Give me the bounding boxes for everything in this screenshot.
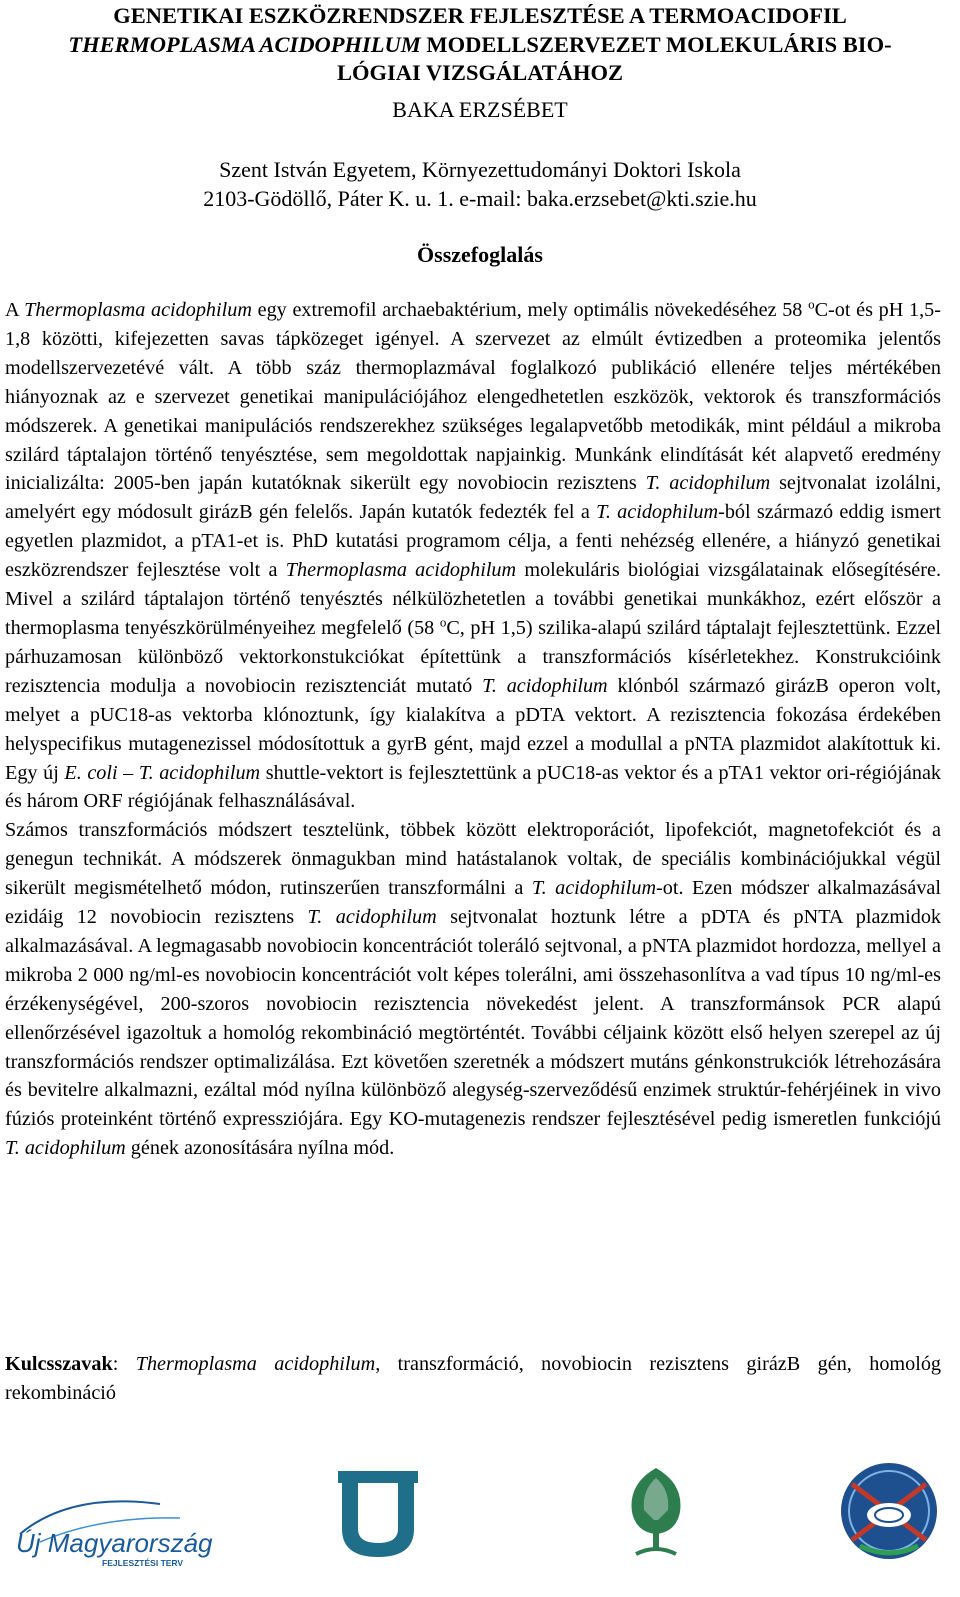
paper-title [30, 2, 930, 88]
abstract-body [5, 296, 941, 1163]
title-line-3: LÓGIAI VIZSGÁLATÁHOZ [336, 60, 624, 85]
italic-term: Thermoplasma acidophilum [285, 559, 517, 582]
title-species-italic: THERMOPLASMA ACIDOPHILUM [68, 31, 421, 57]
italic-term: E. coli – T. acidophilum [64, 761, 261, 784]
italic-term: T. acidophilum [5, 1137, 126, 1160]
affiliation [30, 155, 930, 213]
uj-magyarorszag-logo [10, 1482, 213, 1572]
abstract-paragraph-1: A Thermoplasma acidophilum egy extremofil archaebaktérium, mely optimális növekedéséhez 58 $^o$C-ot és pH 1,5-1,8 közötti, kifejezetten savas tápközeget igényel. A szervezet az elmúlt évtizedben a proteomika jelentős modellszervezetévé vált. A több száz thermoplazmával foglalkozó publikáció ellenére teljes mértékében hiányoznak az e szervezet genetikai manipulációjához elengedhetetlen eszközök, vektorok és transzformációs módszerek. A genetikai manipulációs rendszerekhez szükséges legalapvetőbb metodikák, mint például a mikroba szilárd táptalajon történő tenyésztése, sem megoldottak napjainkig. Munkánk elindítását két alapvető eredmény inicializálta: 2005-ben japán kutatóknak sikerült egy novobiocin rezisztens T. acidophilum sejtvonalat izolálni, amelyért egy módosult girázB gén felelős. Japán kutatók fedezték fel a T. acidophilum-ból származó eddig ismert egyetlen plazmidot, a pTA1-et is. PhD kutatási programom célja, a fenti nehézség ellenére, a hiányzó genetikai eszközrendszer fejlesztése volt a Thermoplasma acidophilum molekuláris biológiai vizsgálatainak elősegítésére. Mivel a szilárd táptalajon történő tenyésztés nélkülözhetetlen a további genetikai munkákhoz, ezért először a thermoplasma tenyészkörülményeihez megfelelő (58 $^o$C, pH 1,5) szilika-alapú szilárd táptalajt fejlesztettünk. Ezzel párhuzamosan különböző vektorkonstukciókat építettünk a transzformációs kísérletekhez. Konstrukcióink rezisztencia modulja a novobiocin rezisztenciát mutató T. acidophilum klónból származó girázB operon volt, melyet a pUC18-as vektorba klónoztunk, így kialakítva a pDTA vektort. A rezisztencia fokozása érdekében helyspecifikus mutagenezissel módosítottuk a gyrB gént, majd ezzel a modullal a pNTA plazmidot alakítottuk ki. Egy új E. coli – T. acidophilum shuttle-vektort is fejlesztettünk a pUC18-as vektor és a pTA1 vektor ori-régiójának és három ORF régiójának felhasználásával. [5, 296, 942, 813]
keywords-label: Kulcsszavak [5, 1353, 113, 1375]
abstract-paragraph-2: Számos transzformációs módszert tesztelünk, többek között elektroporációt, lipofekciót, magnetofekciót és a genegun technikát. A módszerek önmagukban mind hatástalanok voltak, de speciális kombinációjukkal végül sikerült megismételhető módon, rutinszerűen transzformálni a T. acidophilum-ot. Ezen módszer alkalmazásával ezidáig 12 novobiocin rezisztens T. acidophilum sejtvonalat hoztunk létre a pDTA és pNTA plazmidok alkalmazásával. A legmagasabb novobiocin koncentrációt toleráló sejtvonal, a pNTA plazmidot hordozza, mellyel a mikroba 2 000 ng/ml-es novobiocin koncentrációt volt képes tolerálni, ami összehasonlítva a vad típus 10 ng/ml-es érzékenységével, 200-szoros novobiocin rezisztencia növekedést jelent. A transzformánsok PCR alapú ellenőrzésével igazoltuk a homológ rekombináció megtörténtét. További céljaink között első helyen szerepel az új transzformációs rendszer optimalizálása. Ezt követően szeretnék a módszert mutáns génkonstrukciók létrehozására és bevitelre alkalmazni, ezáltal mód nyílna különböző alegység-szerveződésű enzimek struktúr-fehérjéinek in vivo fúziós proteinként történő expressziójára. Egy KO-mutagenezis rendszer fejlesztésével pedig ismeretlen funkciójú T. acidophilum gének azonosítására nyílna mód. [5, 819, 942, 1160]
keywords [5, 1350, 941, 1408]
affiliation-line-1: Szent István Egyetem, Környezettudományi Doktori Iskola [219, 157, 741, 182]
title-line-2-rest: MODELLSZERVEZET MOLEKULÁRIS BIO- [420, 31, 892, 57]
title-line-2 [30, 31, 930, 60]
university-emblem-icon [336, 1467, 420, 1561]
author-name: BAKA ERZSÉBET [392, 97, 568, 122]
abstract-heading: Összefoglalás [417, 242, 543, 267]
italic-term: T. acidophilum [645, 472, 771, 495]
italic-term: T. acidophilum [596, 501, 719, 524]
italic-term: T. acidophilum [482, 674, 608, 697]
italic-term: Thermoplasma acidophilum [24, 299, 252, 321]
degree-superscript: o [439, 614, 447, 630]
title-line-1: GENETIKAI ESZKÖZRENDSZER FEJLESZTÉSE A TERMOACIDOFIL [113, 3, 847, 28]
round-seal-icon [838, 1460, 940, 1562]
italic-term: T. acidophilum [531, 877, 657, 900]
italic-term: T. acidophilum [307, 906, 437, 929]
affiliation-line-2: 2103-Gödöllő, Páter K. u. 1. e-mail: baka.erzsebet@kti.szie.hu [203, 186, 757, 211]
keywords-italic-term: Thermoplasma acidophilum [135, 1353, 376, 1375]
keywords-rest: , transzformáció, novobiocin rezisztens girázB gén, homológ rekombináció [5, 1353, 942, 1404]
logo-main-text: Új Magyarország [16, 1528, 213, 1558]
degree-superscript: o [808, 296, 815, 312]
keywords-separator: : [112, 1353, 136, 1375]
tree-emblem-icon [616, 1460, 696, 1570]
logo-strip [0, 1440, 960, 1590]
logo-sub-text: FEJLESZTÉSI TERV [102, 1558, 184, 1568]
